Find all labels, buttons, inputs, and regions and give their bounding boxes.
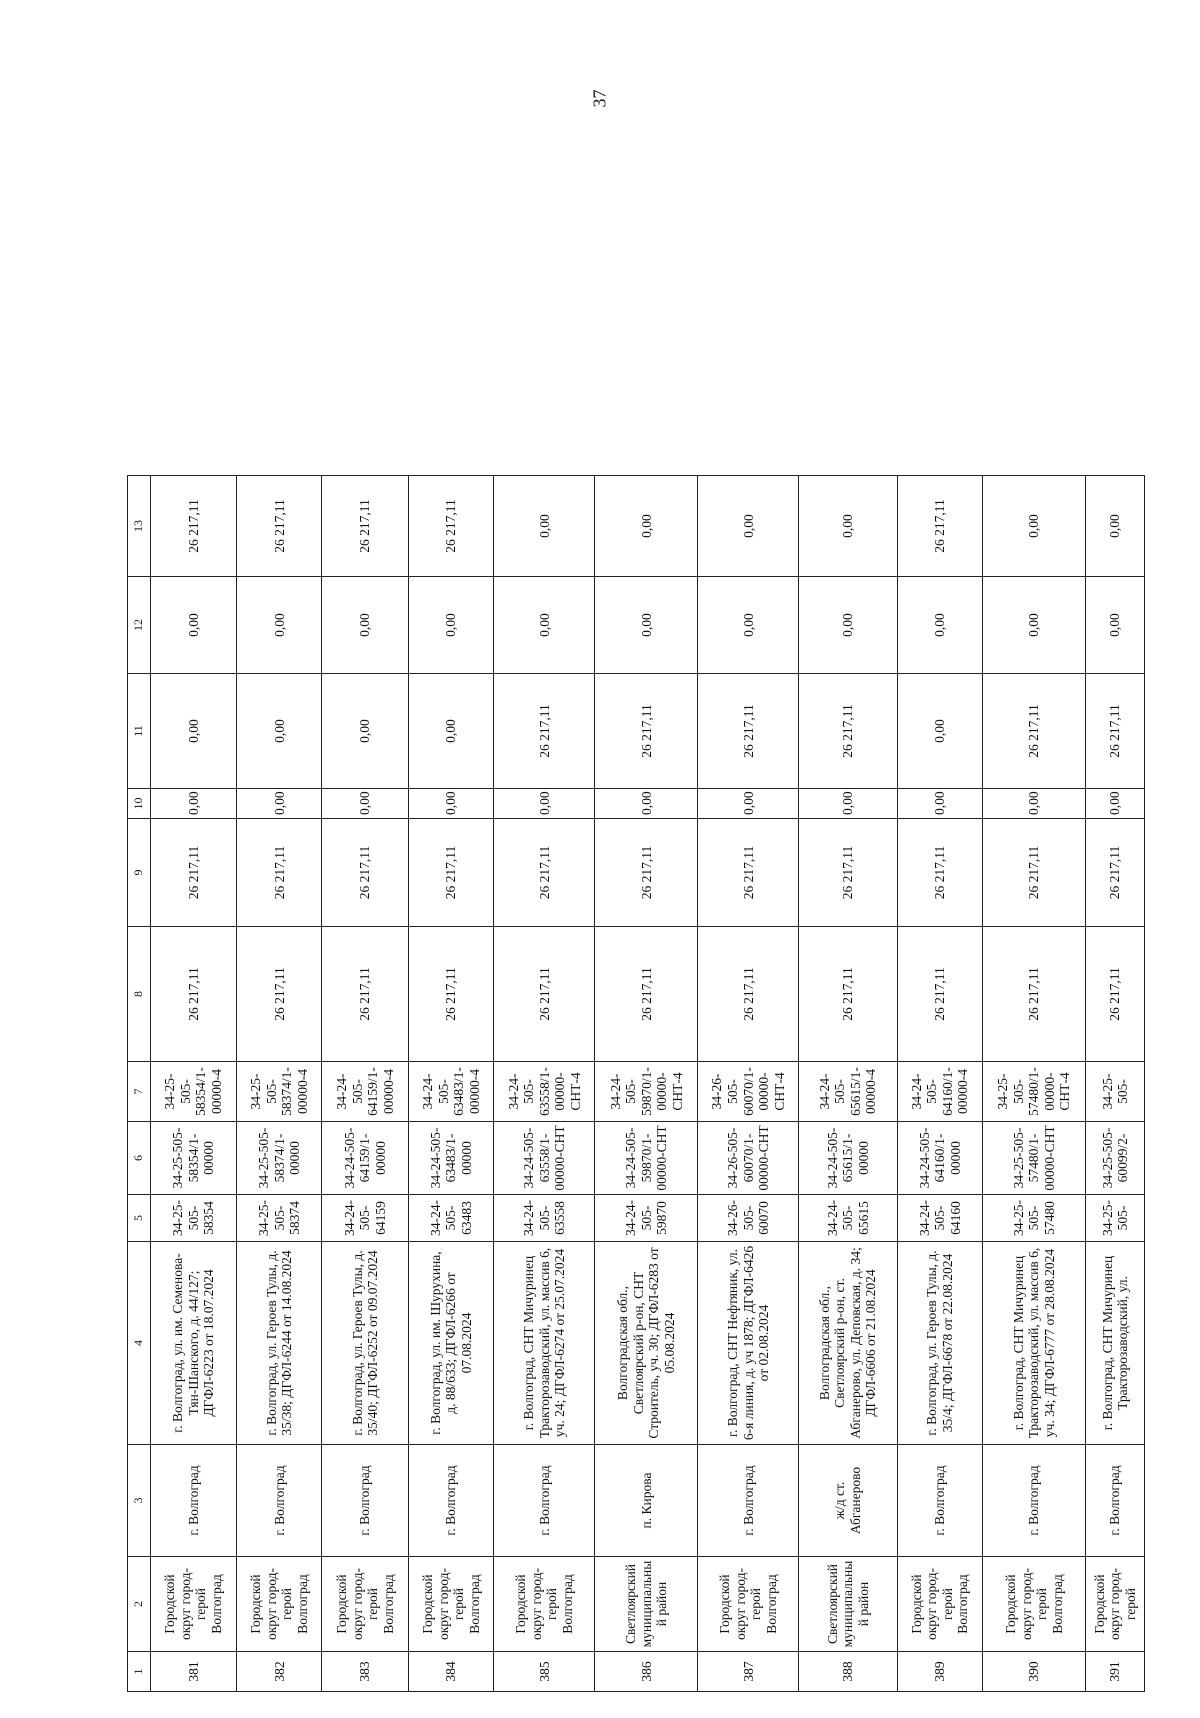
column-number-row — [128, 476, 151, 1692]
amount-cell: 26 217,11 — [698, 674, 799, 789]
amount-cell: 0,00 — [897, 674, 982, 789]
code-cell: 34-25-505-58374 — [237, 1195, 322, 1242]
amount-cell: 0,00 — [494, 476, 595, 577]
table-row — [150, 476, 237, 1692]
code-cell: 34-24-505-63558 — [494, 1195, 595, 1242]
row-number-cell: 385 — [494, 1652, 595, 1692]
municipality-cell: Городской округ город-герой Волгоград — [897, 1557, 982, 1652]
column-number: 12 — [128, 577, 151, 674]
code-cell: 34-24-505-64159 — [322, 1195, 409, 1242]
row-number-cell: 387 — [698, 1652, 799, 1692]
amount-cell: 26 217,11 — [595, 819, 698, 927]
address-cell: Волгоградская обл., Светлоярский р-он, ст. Абганерово, ул. Деповская, д. 34; ДГФЛ-6606 от 21.08.2024 — [799, 1242, 897, 1445]
amount-cell: 26 217,11 — [698, 927, 799, 1062]
code-cell: 34-24-505-65615 — [799, 1195, 897, 1242]
amount-cell: 26 217,11 — [237, 819, 322, 927]
table-row — [494, 476, 595, 1692]
municipality-cell: Городской округ город-герой Волгоград — [150, 1557, 237, 1652]
locality-cell: г. Волгоград — [1086, 1445, 1145, 1557]
amount-cell: 26 217,11 — [150, 819, 237, 927]
column-number: 3 — [128, 1445, 151, 1557]
amount-cell: 26 217,11 — [897, 819, 982, 927]
contract-id-cell: 34-24-505-65615/1-00000-4 — [799, 1062, 897, 1122]
amount-cell: 0,00 — [494, 789, 595, 819]
amount-cell: 26 217,11 — [698, 819, 799, 927]
account-id-cell: 34-25-505-57480/1-00000-СНТ — [982, 1122, 1085, 1195]
locality-cell: г. Волгоград — [150, 1445, 237, 1557]
amount-cell: 0,00 — [322, 577, 409, 674]
address-cell: г. Волгоград, ул. им. Семенова-Тян-Шанского, д. 44/127; ДГФЛ-6223 от 18.07.2024 — [150, 1242, 237, 1445]
code-cell: 34-25-505-58354 — [150, 1195, 237, 1242]
address-cell: г. Волгоград, ул. Героев Тулы, д. 35/38; ДГФЛ-6244 от 14.08.2024 — [237, 1242, 322, 1445]
amount-cell: 26 217,11 — [897, 476, 982, 577]
municipality-cell: Городской округ город-герой Волгоград — [494, 1557, 595, 1652]
table-frame — [127, 499, 1145, 1692]
row-number-cell: 386 — [595, 1652, 698, 1692]
table-row — [322, 476, 409, 1692]
contract-id-cell: 34-24-505-59870/1-00000-СНТ-4 — [595, 1062, 698, 1122]
code-cell: 34-24-505-59870 — [595, 1195, 698, 1242]
amount-cell: 26 217,11 — [1086, 927, 1145, 1062]
row-number-cell: 388 — [799, 1652, 897, 1692]
municipality-cell: Светлоярский муниципальный район — [799, 1557, 897, 1652]
amount-cell: 26 217,11 — [322, 927, 409, 1062]
table-row — [982, 476, 1085, 1692]
account-id-cell: 34-25-505-60099/2- — [1086, 1122, 1145, 1195]
amount-cell: 0,00 — [595, 476, 698, 577]
amount-cell: 0,00 — [799, 577, 897, 674]
page-number-text: 37 — [589, 89, 610, 107]
contract-id-cell: 34-25-505-58374/1-00000-4 — [237, 1062, 322, 1122]
amount-cell: 26 217,11 — [409, 927, 494, 1062]
account-id-cell: 34-24-505-63558/1-00000-СНТ — [494, 1122, 595, 1195]
column-number: 11 — [128, 674, 151, 789]
amount-cell: 0,00 — [409, 674, 494, 789]
amount-cell: 0,00 — [698, 789, 799, 819]
locality-cell: г. Волгоград — [897, 1445, 982, 1557]
amount-cell: 26 217,11 — [409, 819, 494, 927]
account-id-cell: 34-25-505-58374/1-00000 — [237, 1122, 322, 1195]
amount-cell: 26 217,11 — [897, 927, 982, 1062]
code-cell: 34-25-505-57480 — [982, 1195, 1085, 1242]
column-number: 4 — [128, 1242, 151, 1445]
table-row — [237, 476, 322, 1692]
amount-cell: 26 217,11 — [799, 819, 897, 927]
municipality-cell: Светлоярский муниципальный район — [595, 1557, 698, 1652]
row-number-cell: 384 — [409, 1652, 494, 1692]
locality-cell: ж/д ст. Абганерово — [799, 1445, 897, 1557]
amount-cell: 26 217,11 — [799, 927, 897, 1062]
amount-cell: 26 217,11 — [494, 927, 595, 1062]
amount-cell: 26 217,11 — [150, 476, 237, 577]
code-cell: 34-24-505-64160 — [897, 1195, 982, 1242]
amount-cell: 0,00 — [237, 674, 322, 789]
locality-cell: г. Волгоград — [322, 1445, 409, 1557]
amount-cell: 0,00 — [698, 476, 799, 577]
amount-cell: 0,00 — [982, 577, 1085, 674]
amount-cell: 0,00 — [897, 789, 982, 819]
locality-cell: г. Волгоград — [698, 1445, 799, 1557]
contract-id-cell: 34-24-505-63558/1-00000-СНТ-4 — [494, 1062, 595, 1122]
amount-cell: 26 217,11 — [1086, 819, 1145, 927]
contract-id-cell: 34-24-505-64160/1-00000-4 — [897, 1062, 982, 1122]
code-cell: 34-24-505-63483 — [409, 1195, 494, 1242]
code-cell: 34-25-505- — [1086, 1195, 1145, 1242]
contract-id-cell: 34-24-505-64159/1-00000-4 — [322, 1062, 409, 1122]
row-number-cell: 383 — [322, 1652, 409, 1692]
locality-cell: п. Кирова — [595, 1445, 698, 1557]
locality-cell: г. Волгоград — [982, 1445, 1085, 1557]
amount-cell: 0,00 — [982, 789, 1085, 819]
locality-cell: г. Волгоград — [237, 1445, 322, 1557]
amount-cell: 0,00 — [698, 577, 799, 674]
row-number-cell: 382 — [237, 1652, 322, 1692]
amount-cell: 0,00 — [799, 789, 897, 819]
amount-cell: 0,00 — [237, 789, 322, 819]
amount-cell: 0,00 — [150, 577, 237, 674]
column-number: 1 — [128, 1652, 151, 1692]
municipality-cell: Городской округ город-герой Волгоград — [322, 1557, 409, 1652]
amount-cell: 26 217,11 — [595, 927, 698, 1062]
contract-id-cell: 34-25-505- — [1086, 1062, 1145, 1122]
amount-cell: 26 217,11 — [494, 674, 595, 789]
amount-cell: 0,00 — [409, 789, 494, 819]
amount-cell: 0,00 — [982, 476, 1085, 577]
amount-cell: 26 217,11 — [322, 476, 409, 577]
table-row — [409, 476, 494, 1692]
amount-cell: 0,00 — [409, 577, 494, 674]
amount-cell: 26 217,11 — [982, 819, 1085, 927]
amount-cell: 26 217,11 — [1086, 674, 1145, 789]
address-cell: Волгоградская обл., Светлоярский р-он, СНТ Строитель, уч. 30; ДГФЛ-6283 от 05.08.2024 — [595, 1242, 698, 1445]
table-row — [799, 476, 897, 1692]
amount-cell: 26 217,11 — [494, 819, 595, 927]
column-number: 8 — [128, 927, 151, 1062]
municipality-cell: Городской округ город-герой Волгоград — [982, 1557, 1085, 1652]
table-body — [150, 476, 1144, 1692]
amount-cell: 0,00 — [595, 789, 698, 819]
municipality-cell: Городской округ город-герой Волгоград — [409, 1557, 494, 1652]
amount-cell: 26 217,11 — [982, 927, 1085, 1062]
amount-cell: 0,00 — [595, 577, 698, 674]
account-id-cell: 34-24-505-65615/1-00000 — [799, 1122, 897, 1195]
row-number-cell: 390 — [982, 1652, 1085, 1692]
address-cell: г. Волгоград, ул. им. Шурухина, д. 88/633; ДГФЛ-6266 от 07.08.2024 — [409, 1242, 494, 1445]
municipality-cell: Городской округ город-герой Волгоград — [237, 1557, 322, 1652]
municipality-cell: Городской округ город-герой Волгоград — [698, 1557, 799, 1652]
amount-cell: 0,00 — [322, 789, 409, 819]
locality-cell: г. Волгоград — [409, 1445, 494, 1557]
page-number — [0, 78, 1200, 118]
amount-cell: 0,00 — [494, 577, 595, 674]
amount-cell: 0,00 — [799, 476, 897, 577]
account-id-cell: 34-25-505-58354/1-00000 — [150, 1122, 237, 1195]
amount-cell: 0,00 — [150, 674, 237, 789]
table-row — [1086, 476, 1145, 1692]
locality-cell: г. Волгоград — [494, 1445, 595, 1557]
amount-cell: 26 217,11 — [150, 927, 237, 1062]
address-cell: г. Волгоград, СНТ Мичуринец Тракторозаводский, ул. массив 6, уч. 24; ДГФЛ-6274 от 25.07.2024 — [494, 1242, 595, 1445]
amount-cell: 0,00 — [237, 577, 322, 674]
amount-cell: 26 217,11 — [237, 927, 322, 1062]
contract-id-cell: 34-26-505-60070/1-00000-СНТ-4 — [698, 1062, 799, 1122]
amount-cell: 0,00 — [150, 789, 237, 819]
account-id-cell: 34-26-505-60070/1-00000-СНТ — [698, 1122, 799, 1195]
row-number-cell: 389 — [897, 1652, 982, 1692]
amount-cell: 0,00 — [1086, 789, 1145, 819]
account-id-cell: 34-24-505-64159/1-00000 — [322, 1122, 409, 1195]
table-row — [698, 476, 799, 1692]
row-number-cell: 391 — [1086, 1652, 1145, 1692]
address-cell: г. Волгоград, СНТ Мичуринец Тракторозаводский, ул. — [1086, 1242, 1145, 1445]
table-row — [595, 476, 698, 1692]
address-cell: г. Волгоград, ул. Героев Тулы, д. 35/40; ДГФЛ-6252 от 09.07.2024 — [322, 1242, 409, 1445]
contract-id-cell: 34-25-505-57480/1-00000-СНТ-4 — [982, 1062, 1085, 1122]
column-number: 6 — [128, 1122, 151, 1195]
contract-id-cell: 34-25-505-58354/1-00000-4 — [150, 1062, 237, 1122]
amount-cell: 26 217,11 — [982, 674, 1085, 789]
column-number: 9 — [128, 819, 151, 927]
account-id-cell: 34-24-505-64160/1-00000 — [897, 1122, 982, 1195]
column-number: 5 — [128, 1195, 151, 1242]
row-number-cell: 381 — [150, 1652, 237, 1692]
amount-cell: 0,00 — [1086, 476, 1145, 577]
column-number: 13 — [128, 476, 151, 577]
column-number: 2 — [128, 1557, 151, 1652]
amount-cell: 26 217,11 — [237, 476, 322, 577]
address-cell: г. Волгоград, СНТ Мичуринец Тракторозаводский, ул. массив 6, уч. 34; ДГФЛ-6777 от 28.08.2024 — [982, 1242, 1085, 1445]
table-row — [897, 476, 982, 1692]
contract-id-cell: 34-24-505-63483/1-00000-4 — [409, 1062, 494, 1122]
column-number: 7 — [128, 1062, 151, 1122]
municipality-cell: Городской округ город-герой — [1086, 1557, 1145, 1652]
amount-cell: 26 217,11 — [322, 819, 409, 927]
column-number: 10 — [128, 789, 151, 819]
amount-cell: 26 217,11 — [595, 674, 698, 789]
data-table — [127, 475, 1145, 1692]
code-cell: 34-26-505-60070 — [698, 1195, 799, 1242]
address-cell: г. Волгоград, СНТ Нефтяник, ул. 6-я линия, д. уч 1878; ДГФЛ-6426 от 02.08.2024 — [698, 1242, 799, 1445]
amount-cell: 26 217,11 — [799, 674, 897, 789]
account-id-cell: 34-24-505-63483/1-00000 — [409, 1122, 494, 1195]
amount-cell: 0,00 — [322, 674, 409, 789]
account-id-cell: 34-24-505-59870/1-00000-СНТ — [595, 1122, 698, 1195]
address-cell: г. Волгоград, ул. Героев Тулы, д. 35/4; ДГФЛ-6678 от 22.08.2024 — [897, 1242, 982, 1445]
amount-cell: 0,00 — [1086, 577, 1145, 674]
amount-cell: 26 217,11 — [409, 476, 494, 577]
amount-cell: 0,00 — [897, 577, 982, 674]
